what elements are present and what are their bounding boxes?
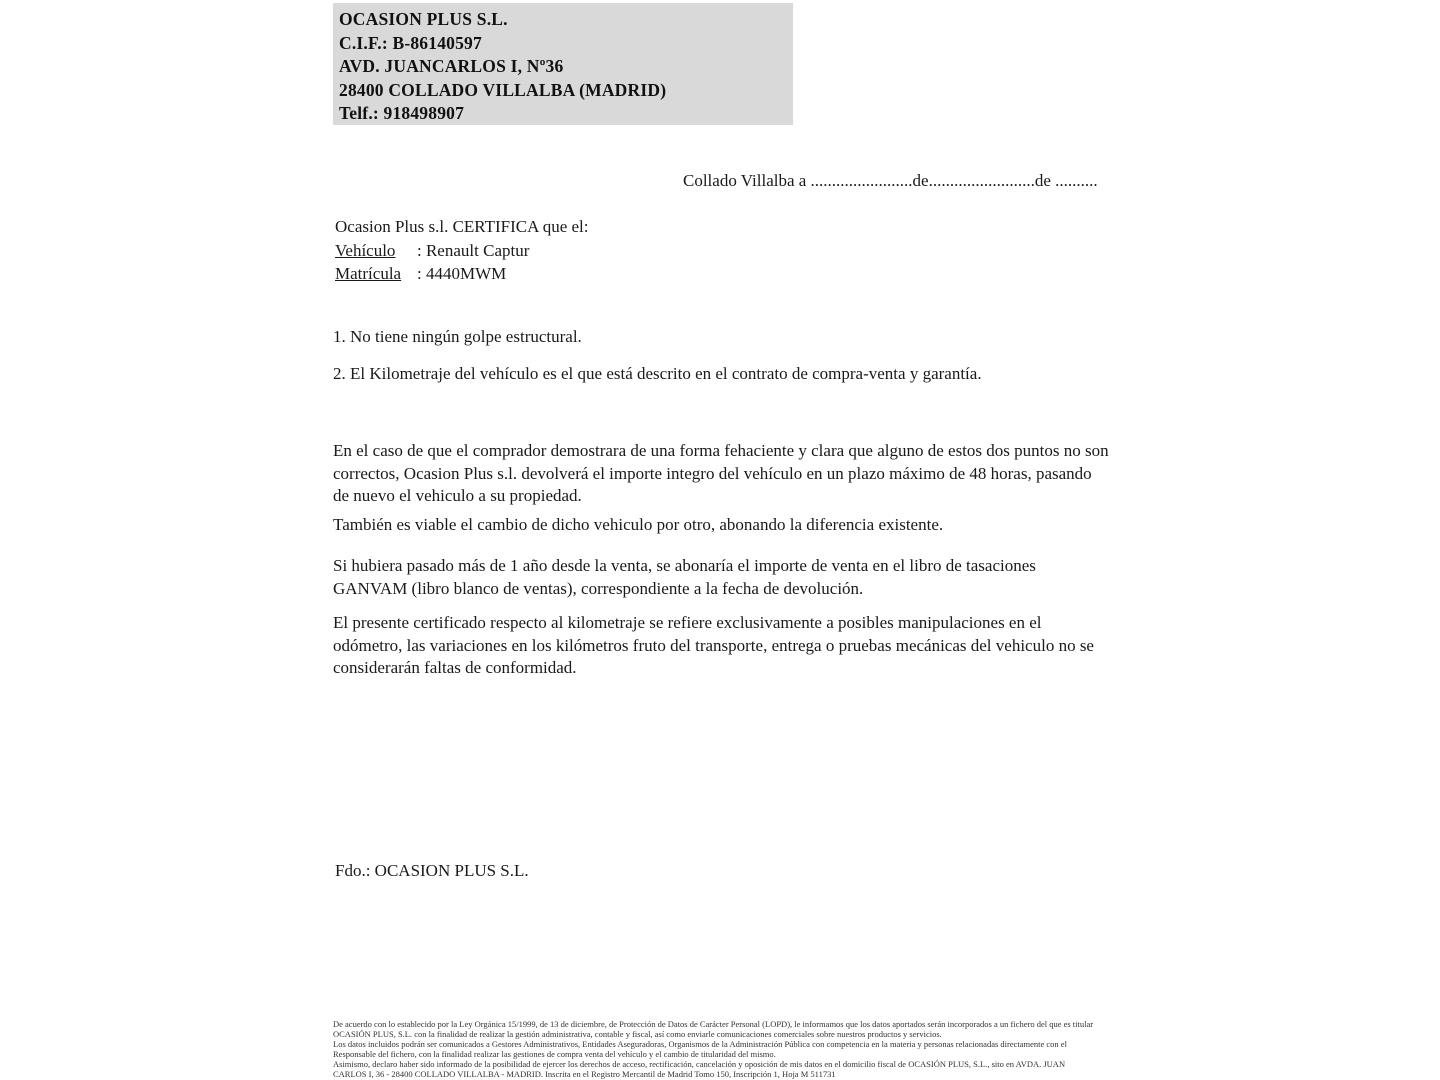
- paragraph-refund: En el caso de que el comprador demostrara de una forma fehaciente y clara que alguno de estos dos puntos no son correctos, Ocasion Plus s.l. devolverá el importe integro del vehículo en un plazo máximo de 48 horas, pasando de nuevo el vehiculo a su propiedad.: [333, 441, 1109, 505]
- point-1: 1. No tiene ningún golpe estructural.: [333, 327, 582, 346]
- legal-footer-line: CARLOS I, 36 - 28400 COLLADO VILLALBA - MADRID. Inscrita en el Registro Mercantil de Madrid Tomo 150, Inscripción 1, Hoja M 511731: [333, 1069, 836, 1079]
- legal-footer-line: Los datos incluidos podrán ser comunicados a Gestores Administrativos, Entidades Aseguradoras, Organismos de la Administración Pública con competencia en la materia y personas relacionadas directamente con el: [333, 1039, 1067, 1049]
- company-phone: Telf.: 918498907: [339, 103, 465, 123]
- legal-footer-line: Asimismo, declaro haber sido informado de la posibilidad de ejercer los derechos de acceso, rectificación, cancelación y oposición de mis datos en el domicilio fiscal de OCASIÓN PLUS, S.L., sito en AVDA. JUAN: [333, 1059, 1066, 1069]
- paragraph-odometer: El presente certificado respecto al kilometraje se refiere exclusivamente a posibles manipulaciones en el odómetro, las variaciones en los kilómetros fruto del transporte, entrega o pruebas mecánicas del vehiculo no se considerarán faltas de conformidad.: [333, 613, 1094, 677]
- paragraph-ganvam: Si hubiera pasado más de 1 año desde la venta, se abonaría el importe de venta en el libro de tasaciones GANVAM (libro blanco de ventas), correspondiente a la fecha de devolución.: [333, 556, 1036, 598]
- vehicle-field: [335, 239, 589, 263]
- company-address: AVD. JUANCARLOS I, Nº36: [339, 56, 564, 76]
- company-name: OCASION PLUS S.L.: [339, 9, 508, 29]
- legal-footer: [333, 1019, 1123, 1079]
- plate-value: : 4440MWM: [417, 264, 507, 283]
- plate-label: Matrícula: [335, 264, 402, 283]
- point-2: 2. El Kilometraje del vehículo es el que está descrito en el contrato de compra-venta y garantía.: [333, 364, 982, 383]
- paragraph-exchange: También es viable el cambio de dicho vehiculo por otro, abonando la diferencia existente.: [333, 515, 944, 534]
- vehicle-label: Vehículo: [335, 240, 396, 260]
- legal-footer-line: OCASIÓN PLUS, S.L. con la finalidad de realizar la gestión administrativa, contable y fiscal, así como enviarle comunicaciones comerciales sobre nuestros productos y servicios.: [333, 1029, 942, 1039]
- signature-line: Fdo.: OCASION PLUS S.L.: [335, 861, 529, 880]
- legal-footer-line: Responsable del fichero, con la finalidad realizar las gestiones de compra venta del vehículo y el cambio de titularidad del mismo.: [333, 1049, 776, 1059]
- legal-footer-line: De acuerdo con lo establecido por la Ley Orgánica 15/1999, de 13 de diciembre, de Protección de Datos de Carácter Personal (LOPD), le informamos que los datos aportados serán incorporados a un fichero del que es titular: [333, 1019, 1094, 1029]
- vehicle-value: : Renault Captur: [417, 240, 530, 260]
- date-line: Collado Villalba a ........................de.........................de ..........: [683, 171, 1098, 190]
- certificate-intro: Ocasion Plus s.l. CERTIFICA que el:: [335, 217, 589, 236]
- company-city: 28400 COLLADO VILLALBA (MADRID): [339, 79, 667, 100]
- company-cif: C.I.F.: B-86140597: [339, 32, 482, 53]
- certificate-block: [335, 215, 589, 286]
- company-header-box: [333, 3, 793, 125]
- plate-field: [335, 262, 589, 286]
